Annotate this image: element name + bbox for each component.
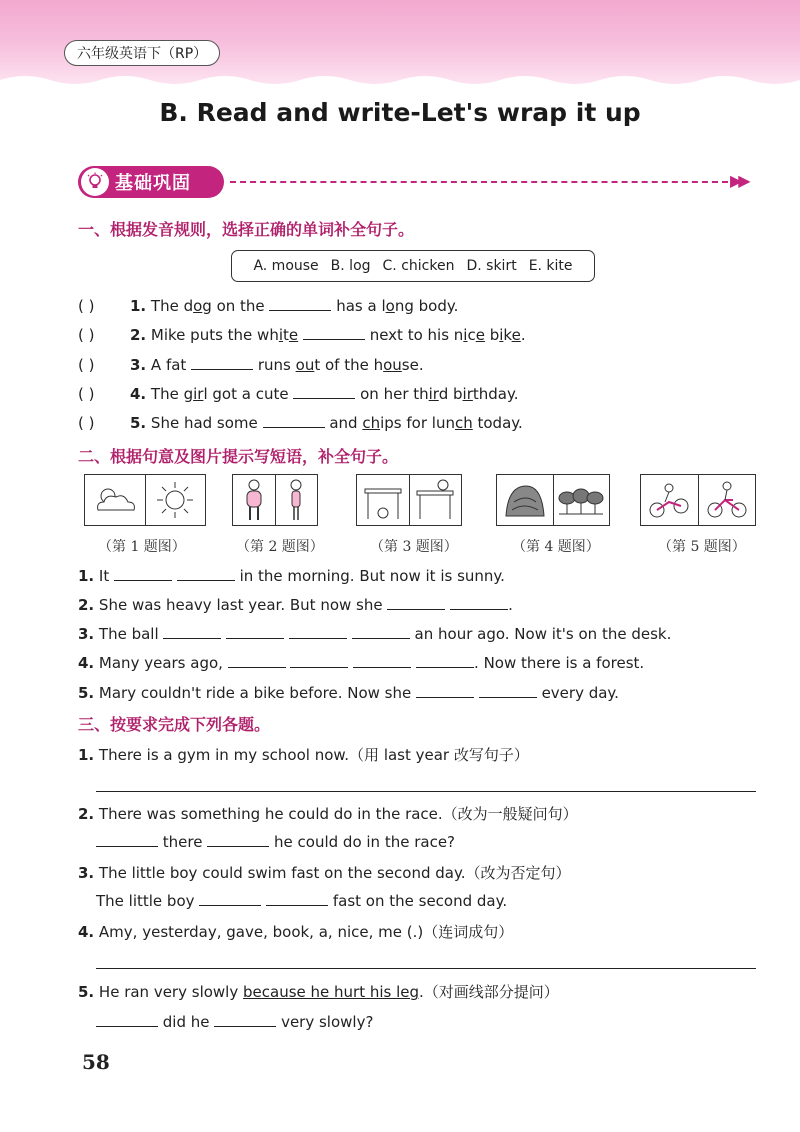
blank[interactable]	[96, 832, 158, 847]
blank[interactable]	[450, 595, 508, 610]
forest-icon	[553, 475, 610, 525]
section-divider	[230, 181, 728, 183]
part2-q4: 4. Many years ago, . Now there is a forest.	[78, 654, 645, 672]
blank[interactable]	[191, 355, 253, 370]
blank[interactable]	[352, 624, 410, 639]
page-number: 58	[82, 1050, 110, 1074]
heavy-girl-icon	[233, 475, 275, 525]
blank[interactable]	[479, 683, 537, 698]
part2-heading: 二、根据句意及图片提示写短语，补全句子。	[78, 447, 399, 466]
choice-e: E. kite	[528, 258, 573, 274]
part3-q2: 2. There was something he could do in the race.（改为一般疑问句）	[78, 805, 578, 823]
part3-q1: 1. There is a gym in my school now.（用 last year 改写句子）	[78, 746, 529, 764]
part1-q2: ( ) 2. Mike puts the white next to his nice bike.	[78, 326, 526, 344]
part2-q1: 1. It in the morning. But now it is sunny.	[78, 567, 505, 585]
blank[interactable]	[163, 624, 221, 639]
blank[interactable]	[114, 566, 172, 581]
header-wave	[0, 72, 800, 96]
page-title: B. Read and write-Let's wrap it up	[159, 98, 641, 127]
blank[interactable]	[416, 683, 474, 698]
part3-q3-answer: The little boy fast on the second day.	[96, 892, 508, 910]
blank[interactable]	[269, 296, 331, 311]
caption-5: （第 5 题图）	[658, 539, 746, 555]
blank[interactable]	[353, 653, 411, 668]
blank[interactable]	[214, 1012, 276, 1027]
blank[interactable]	[387, 595, 445, 610]
caption-3: （第 3 题图）	[370, 539, 458, 555]
rock-hill-icon	[497, 475, 553, 525]
blank[interactable]	[293, 384, 355, 399]
answer-line[interactable]	[96, 791, 756, 792]
part1-q4: ( ) 4. The girl got a cute on her third birthday.	[78, 385, 519, 403]
part3-q2-answer: there he could do in the race?	[96, 832, 455, 851]
part3-q5: 5. He ran very slowly because he hurt his leg.（对画线部分提问）	[78, 983, 559, 1001]
blank[interactable]	[177, 566, 235, 581]
picture-2	[232, 474, 318, 526]
blank[interactable]	[96, 1012, 158, 1027]
answer-paren[interactable]: ( )	[78, 385, 95, 403]
section-pill	[78, 166, 224, 198]
blank[interactable]	[290, 653, 348, 668]
ball-on-desk-icon	[409, 475, 462, 525]
part3-q3: 3. The little boy could swim fast on the second day.（改为否定句）	[78, 864, 571, 882]
riding-bike-icon	[698, 475, 756, 525]
caption-4: （第 4 题图）	[512, 539, 600, 555]
part2-q2: 2. She was heavy last year. But now she .	[78, 596, 513, 614]
picture-1	[84, 474, 206, 526]
blank[interactable]	[416, 653, 474, 668]
falling-bike-icon	[641, 475, 698, 525]
blank[interactable]	[303, 325, 365, 340]
answer-line[interactable]	[96, 968, 756, 969]
answer-paren[interactable]: ( )	[78, 356, 95, 374]
answer-paren[interactable]: ( )	[78, 297, 95, 315]
blank[interactable]	[263, 413, 325, 428]
choice-d: D. skirt	[466, 258, 517, 274]
choice-a: A. mouse	[253, 258, 319, 274]
part2-q3: 3. The ball an hour ago. Now it's on the desk.	[78, 625, 672, 643]
blank[interactable]	[228, 653, 286, 668]
part1-q5: ( ) 5. She had some and chips for lunch today.	[78, 414, 523, 432]
blank[interactable]	[289, 624, 347, 639]
picture-5	[640, 474, 756, 526]
blank[interactable]	[266, 891, 328, 906]
answer-paren[interactable]: ( )	[78, 414, 95, 432]
caption-2: （第 2 题图）	[236, 539, 324, 555]
part2-q5: 5. Mary couldn't ride a bike before. Now she every day.	[78, 684, 619, 702]
blank[interactable]	[226, 624, 284, 639]
part1-heading: 一、根据发音规则，选择正确的单词补全句子。	[78, 220, 415, 239]
blank[interactable]	[207, 832, 269, 847]
sun-icon	[145, 475, 206, 525]
section-label: 基础巩固	[115, 173, 191, 194]
blank[interactable]	[199, 891, 261, 906]
caption-1: （第 1 题图）	[98, 539, 186, 555]
cloudy-sun-icon	[85, 475, 145, 525]
part3-heading: 三、按要求完成下列各题。	[78, 715, 271, 734]
choice-c: C. chicken	[382, 258, 455, 274]
ball-under-desk-icon	[357, 475, 409, 525]
picture-3	[356, 474, 462, 526]
part3-q5-answer: did he very slowly?	[96, 1012, 373, 1031]
part1-q3: ( ) 3. A fat runs out of the house.	[78, 356, 424, 374]
lightbulb-icon	[81, 168, 109, 196]
choice-b: B. log	[330, 258, 371, 274]
part3-q4: 4. Amy, yesterday, gave, book, a, nice, me (.)（连词成句）	[78, 923, 514, 941]
book-tag: 六年级英语下（RP）	[64, 40, 220, 66]
double-arrow-icon: ▶▶	[730, 171, 747, 190]
part1-q1: ( ) 1. The dog on the has a long body.	[78, 297, 459, 315]
picture-4	[496, 474, 610, 526]
choice-box	[231, 250, 595, 282]
answer-paren[interactable]: ( )	[78, 326, 95, 344]
slim-girl-icon	[275, 475, 318, 525]
